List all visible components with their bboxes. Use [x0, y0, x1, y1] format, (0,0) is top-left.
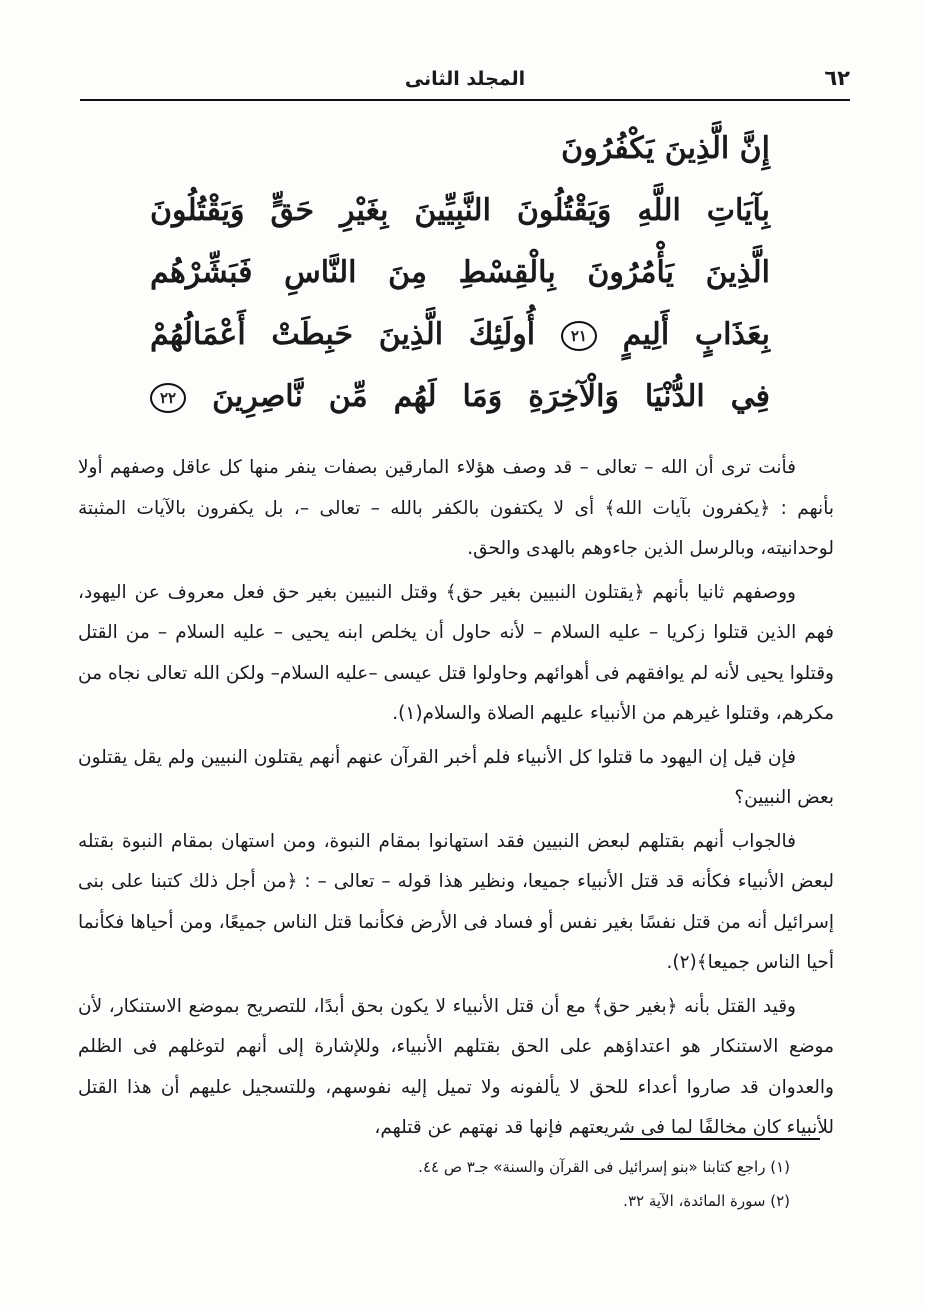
paragraph: وقيد القتل بأنه ﴿بغير حق﴾ مع أن قتل الأنبياء لا يكون بحق أبدًا، للتصريح بموضع الاستنكار، لأن موضع الاستنكار هو اعتداؤهم على الحق بقتلهم الأنبياء، وللإشارة إلى أنهم لتوغلهم فى الظلم والعدوان قد صاروا أعداء للحق لا يألفونه ولا تميل إليه نفوسهم، وللتسجيل عليهم أن هذا القتل للأنبياء كان مخالفًا لما فى شريعتهم فإنها قد نهتهم عن قتلهم، — [78, 995, 834, 1138]
verse-line: بِآيَاتِ اللَّهِ وَيَقْتُلُونَ النَّبِيِّينَ بِغَيْرِ حَقٍّ وَيَقْتُلُونَ — [150, 193, 770, 228]
verse-line: بِعَذَابٍ أَلِيمٍ ٢١ أُولَئِكَ الَّذِينَ حَبِطَتْ أَعْمَالُهُمْ — [150, 317, 770, 352]
quran-verses — [150, 118, 770, 428]
paragraph: فأنت ترى أن الله – تعالى – قد وصف هؤلاء المارقين بصفات ينفر منها كل عاقل وصفهم أولا بأنهم : ﴿يكفرون بآيات الله﴾ أى لا يكتفون بالكفر بالله – تعالى –، بل يكفرون بالآيات المثبتة لوحدانيته، وبالرسل الذين جاءوهم بالهدى والحق. — [78, 457, 834, 559]
volume-title: المجلد الثانى — [404, 68, 526, 90]
ayah-number-22: ٢٢ — [150, 383, 186, 413]
ayah-number-21: ٢١ — [561, 321, 597, 351]
footnotes — [80, 1150, 790, 1218]
verse-line: فِي الدُّنْيَا وَالْآخِرَةِ وَمَا لَهُم مِّن نَّاصِرِينَ ٢٢ — [150, 366, 770, 428]
page-number: ٦٢ — [824, 66, 850, 90]
page-header — [80, 58, 850, 98]
paragraph: ووصفهم ثانيا بأنهم ﴿يقتلون النبيين بغير حق﴾ وقتل النبيين بغير حق فعل معروف عن اليهود، فهم الذين قتلوا زكريا – عليه السلام – لأنه حاول أن يخلص ابنه يحيى – عليه السلام – من القتل وقتلوا يحيى لأنه لم يوافقهم فى أهوائهم وحاولوا قتل عيسى –عليه السلام– ولكن الله تعالى نجاه من مكرهم، وقتلوا غيرهم من الأنبياء عليهم الصلاة والسلام(١). — [78, 581, 834, 724]
footnote: (٢) سورة المائدة، الآية ٣٢. — [623, 1192, 790, 1210]
footnote: (١) راجع كتابنا «بنو إسرائيل فى القرآن والسنة» جـ٣ ص ٤٤. — [418, 1158, 790, 1176]
paragraph: فإن قيل إن اليهود ما قتلوا كل الأنبياء فلم أخبر القرآن عنهم أنهم يقتلون النبيين ولم يقل يقتلون بعض النبيين؟ — [78, 746, 834, 808]
commentary-text — [78, 448, 834, 1149]
verse-line: الَّذِينَ يَأْمُرُونَ بِالْقِسْطِ مِنَ النَّاسِ فَبَشِّرْهُم — [150, 255, 770, 290]
footnote-divider — [620, 1138, 820, 1140]
header-divider — [80, 99, 850, 101]
verse-line: إِنَّ الَّذِينَ يَكْفُرُونَ — [561, 131, 770, 166]
paragraph: فالجواب أنهم بقتلهم لبعض النبيين فقد استهانوا بمقام النبوة، ومن استهان بمقام النبوة بقتله لبعض الأنبياء فكأنه قد قتل الأنبياء جميعا، ونظير هذا قوله – تعالى – : ﴿من أجل ذلك كتبنا على بنى إسرائيل أنه من قتل نفسًا بغير نفس أو فساد فى الأرض فكأنما قتل الناس جميعًا، ومن أحياها فكأنما أحيا الناس جميعا﴾(٢). — [78, 830, 834, 973]
